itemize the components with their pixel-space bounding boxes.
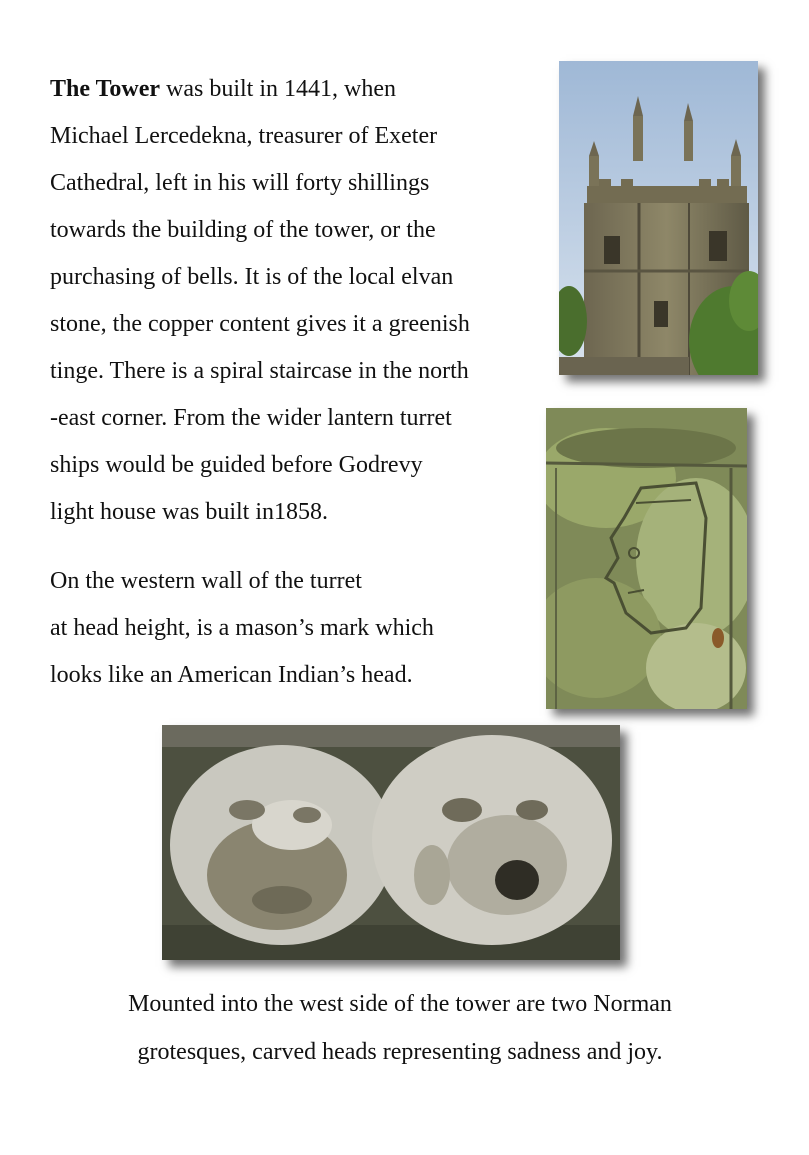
text-line: tinge. There is a spiral staircase in the north [50,358,469,384]
text-line: Michael Lercedekna, treasurer of Exeter [50,123,438,149]
text-line: towards the building of the tower, or the [50,217,436,243]
church-tower-photo [559,61,758,375]
text-line: ships would be guided before Godrevy [50,452,423,478]
text-line: looks like an American Indian’s head. [50,662,413,688]
text-line: stone, the copper content gives it a greenish [50,311,470,337]
masons-mark-paragraph [50,558,434,699]
text-line: purchasing of bells. It is of the local elvan [50,264,454,290]
tower-heading: The Tower [50,76,161,102]
grotesques-caption [0,980,800,1076]
text-line: at head height, is a mason’s mark which [50,615,434,641]
masons-mark-photo [546,408,747,709]
text-line: -east corner. From the wider lantern turret [50,405,452,431]
text-line: On the western wall of the turret [50,568,362,594]
text-line: Cathedral, left in his will forty shillings [50,170,430,196]
text-line: Mounted into the west side of the tower are two Norman [128,991,672,1017]
text-line: grotesques, carved heads representing sadness and joy. [137,1039,663,1065]
text-line: The Tower was built in 1441, when [50,76,396,102]
norman-grotesques-photo [162,725,620,960]
text-line: light house was built in1858. [50,499,328,525]
tower-history-paragraph [50,66,470,536]
